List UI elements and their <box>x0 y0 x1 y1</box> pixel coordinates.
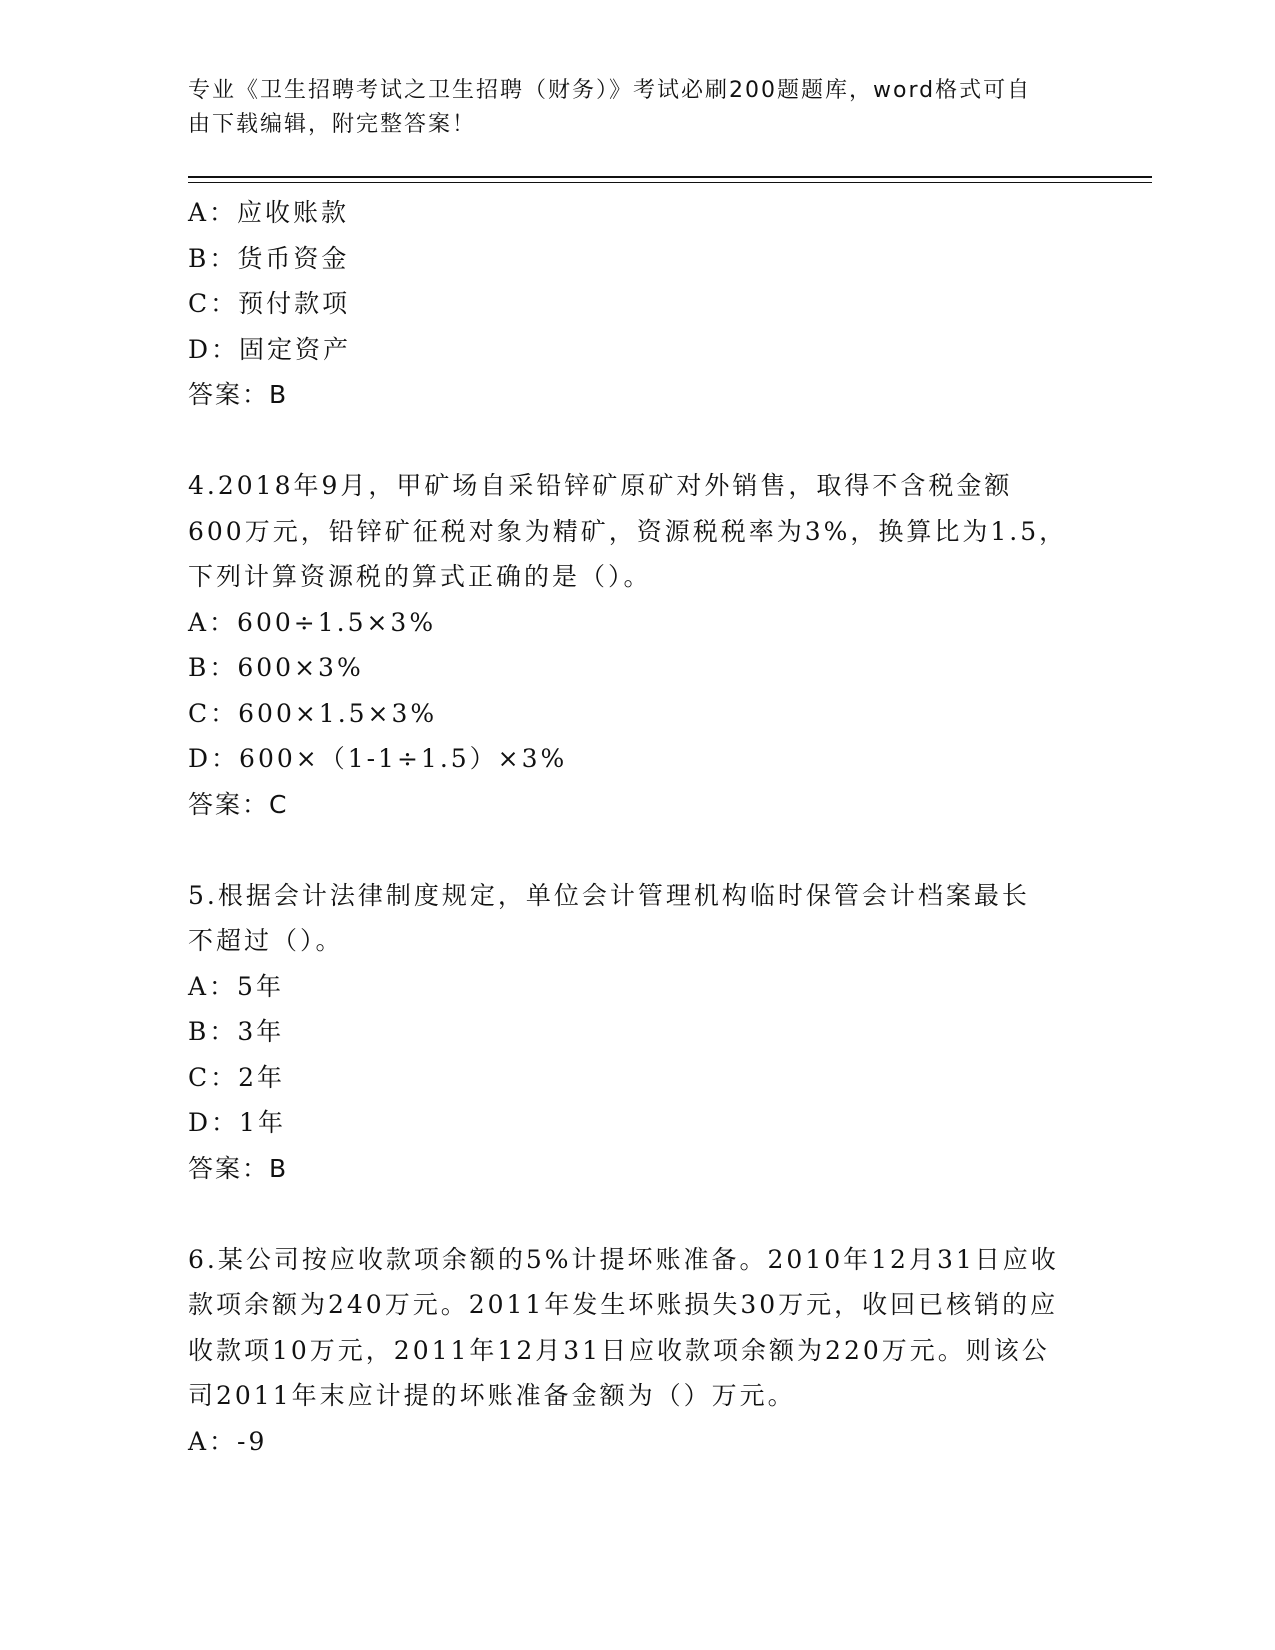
stem-line: 下列计算资源税的算式正确的是（）。 <box>188 562 652 591</box>
answer: 答案：B <box>188 380 289 409</box>
stem-line: 不超过（）。 <box>188 926 344 955</box>
question-5 <box>188 873 1088 1192</box>
option-b: B：货币资金 <box>188 243 350 273</box>
option-d: D：600×（1-1÷1.5）×3% <box>188 744 568 773</box>
option-c: C：预付款项 <box>188 289 351 318</box>
stem-line: 款项余额为240万元。2011年发生坏账损失30万元，收回已核销的应 <box>188 1290 1059 1319</box>
option-b: B：600×3% <box>188 653 364 682</box>
question-stem <box>188 873 1088 964</box>
header-divider-thin <box>188 182 1152 183</box>
option-a: A：5年 <box>188 971 284 1001</box>
answer: 答案：B <box>188 1153 289 1183</box>
header-line-1: 专业《卫生招聘考试之卫生招聘（财务）》考试必刷200题题库，word格式可自 <box>188 78 1032 103</box>
question-content <box>188 190 1088 1464</box>
option-b: B：3年 <box>188 1017 285 1046</box>
option-d: D：固定资产 <box>188 334 352 364</box>
spacer <box>188 418 1088 464</box>
option-d: D：1年 <box>188 1108 286 1137</box>
option-a: A：600÷1.5×3% <box>188 607 437 637</box>
header-line-2: 由下载编辑，附完整答案！ <box>188 112 477 137</box>
header-divider-thick <box>188 176 1152 178</box>
document-header <box>188 74 1088 142</box>
stem-line: 司2011年末应计提的坏账准备金额为（）万元。 <box>188 1381 796 1410</box>
stem-line: 5.根据会计法律制度规定，单位会计管理机构临时保管会计档案最长 <box>188 880 1030 910</box>
stem-line: 收款项10万元，2011年12月31日应收款项余额为220万元。则该公 <box>188 1335 1050 1365</box>
spacer <box>188 827 1088 873</box>
question-3 <box>188 190 1088 418</box>
option-c: C：2年 <box>188 1062 286 1092</box>
stem-line: 6.某公司按应收款项余额的5%计提坏账准备。2010年12月31日应收 <box>188 1244 1059 1274</box>
stem-line: 600万元，铅锌矿征税对象为精矿，资源税税率为3%，换算比为1.5， <box>188 516 1068 546</box>
question-stem <box>188 463 1088 600</box>
stem-line: 4.2018年9月，甲矿场自采铅锌矿原矿对外销售，取得不含税金额 <box>188 471 1013 500</box>
option-a: A：应收账款 <box>188 198 350 227</box>
question-stem <box>188 1237 1088 1419</box>
option-a: A：-9 <box>188 1426 268 1456</box>
question-4 <box>188 463 1088 827</box>
spacer <box>188 1191 1088 1237</box>
question-6 <box>188 1237 1088 1465</box>
answer: 答案：C <box>188 789 289 819</box>
option-c: C：600×1.5×3% <box>188 698 438 728</box>
